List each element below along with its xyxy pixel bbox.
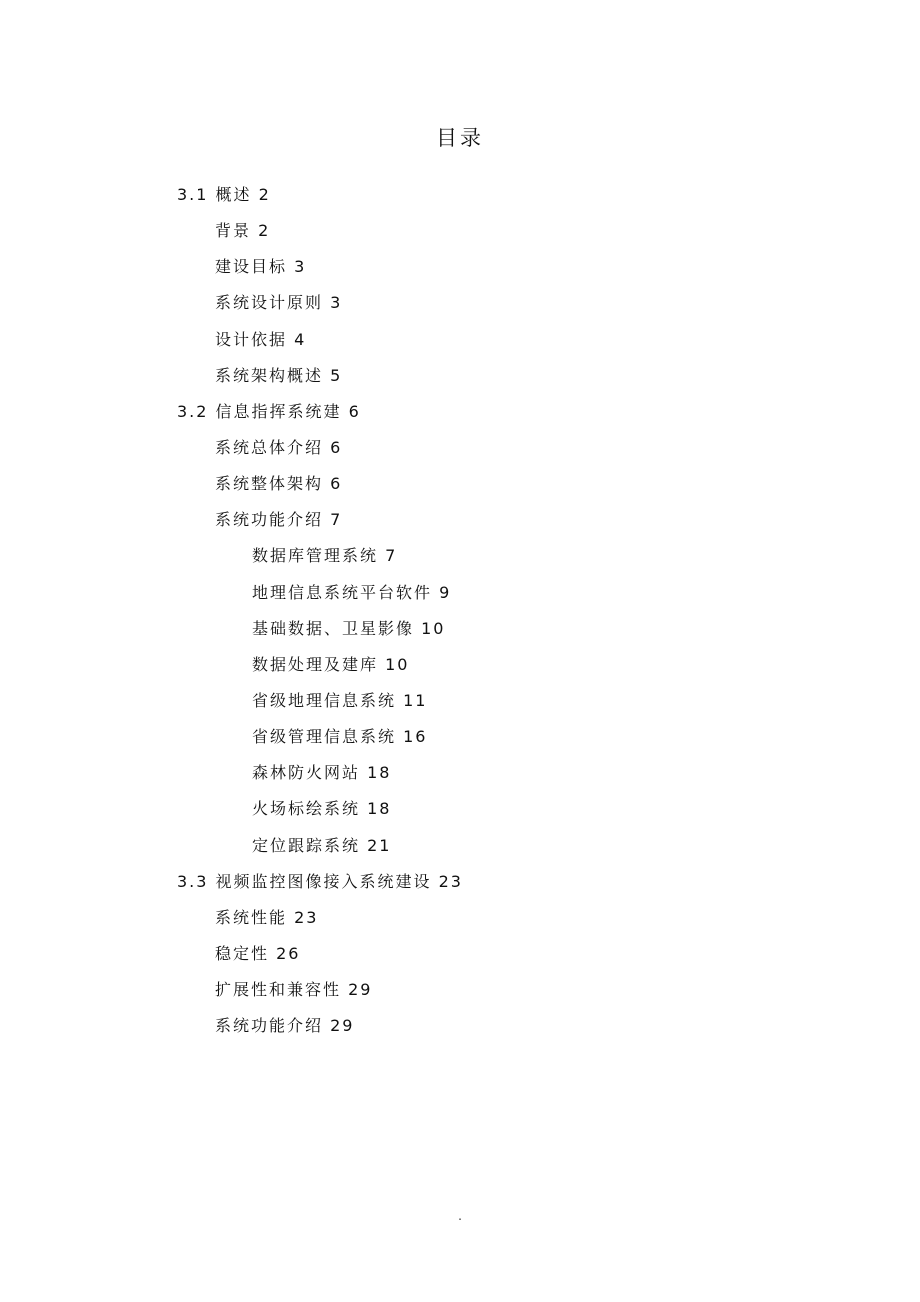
toc-entry-stability[interactable]: 稳定性 26 bbox=[215, 943, 301, 963]
toc-entry-database-system[interactable]: 数据库管理系统 7 bbox=[252, 546, 398, 566]
toc-entry-3-3[interactable]: 3.3 视频监控图像接入系统建设 23 bbox=[177, 871, 463, 891]
toc-entry-provincial-gis[interactable]: 省级地理信息系统 11 bbox=[252, 690, 428, 710]
toc-entry-data-processing[interactable]: 数据处理及建库 10 bbox=[252, 654, 410, 674]
toc-entry-design-principles[interactable]: 系统设计原则 3 bbox=[215, 293, 343, 313]
toc-entry-function-intro-2[interactable]: 系统功能介绍 29 bbox=[215, 1016, 355, 1036]
toc-entry-background[interactable]: 背景 2 bbox=[215, 221, 271, 241]
toc-entry-design-basis[interactable]: 设计依据 4 bbox=[215, 329, 307, 349]
toc-entry-fire-website[interactable]: 森林防火网站 18 bbox=[252, 763, 392, 783]
toc-entry-performance[interactable]: 系统性能 23 bbox=[215, 907, 319, 927]
toc-list bbox=[0, 180, 920, 1047]
toc-entry-fire-plotting[interactable]: 火场标绘系统 18 bbox=[252, 799, 392, 819]
toc-entry-architecture-overview[interactable]: 系统架构概述 5 bbox=[215, 365, 343, 385]
toc-entry-3-1[interactable]: 3.1 概述 2 bbox=[177, 185, 271, 204]
toc-entry-tracking-system[interactable]: 定位跟踪系统 21 bbox=[252, 835, 392, 855]
toc-entry-function-intro[interactable]: 系统功能介绍 7 bbox=[215, 510, 343, 530]
toc-entry-goals[interactable]: 建设目标 3 bbox=[215, 257, 307, 277]
toc-entry-gis-platform[interactable]: 地理信息系统平台软件 9 bbox=[252, 582, 452, 602]
toc-entry-base-data[interactable]: 基础数据、卫星影像 10 bbox=[252, 618, 446, 638]
toc-entry-scalability[interactable]: 扩展性和兼容性 29 bbox=[215, 980, 373, 1000]
toc-entry-provincial-mis[interactable]: 省级管理信息系统 16 bbox=[252, 727, 428, 747]
toc-entry-overall-architecture[interactable]: 系统整体架构 6 bbox=[215, 474, 343, 494]
toc-entry-3-2[interactable]: 3.2 信息指挥系统建 6 bbox=[177, 401, 361, 421]
footer-mark: . bbox=[458, 1209, 462, 1223]
toc-entry-system-intro[interactable]: 系统总体介绍 6 bbox=[215, 437, 343, 457]
toc-title: 目录 bbox=[436, 126, 484, 150]
